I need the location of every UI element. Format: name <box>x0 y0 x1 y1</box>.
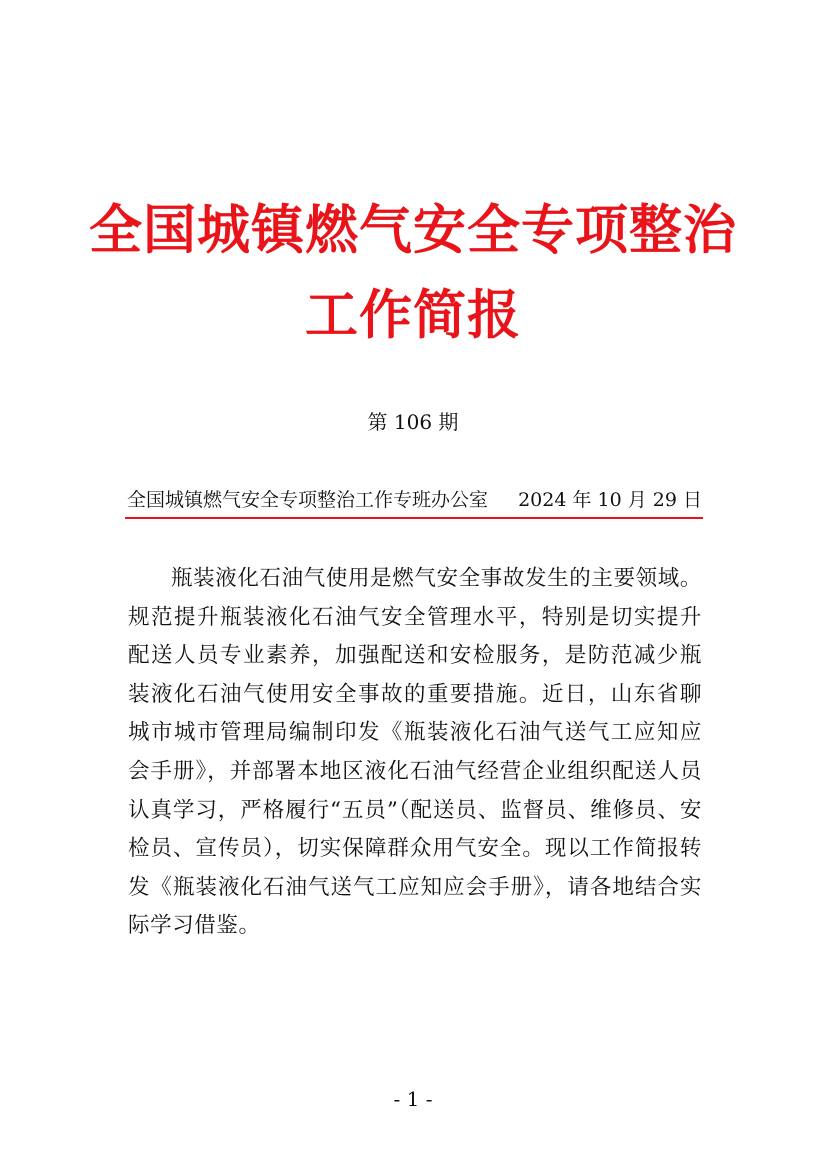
page-number: - 1 - <box>393 1087 433 1111</box>
masthead-title-line-1: 全国城镇燃气安全专项整治 <box>89 200 737 261</box>
issuer-office: 全国城镇燃气安全专项整治工作专班办公室 <box>127 489 489 511</box>
issuer-date-row <box>127 486 702 516</box>
issue-number: 第 106 期 <box>367 410 459 434</box>
body-paragraph: 瓶装液化石油气使用是燃气安全事故发生的主要领域。规范提升瓶装液化石油气安全管理水平，特别是切实提升配送人员专业素养，加强配送和安检服务，是防范减少瓶装液化石油气使用安全事故的重要措施。近日，山东省聊城市城市管理局编制印发《瓶装液化石油气送气工应知应会手册》，并部署本地区液化石油气经营企业组织配送人员认真学习，严格履行“五员”（配送员、监督员、维修员、安检员、宣传员），切实保障群众用气安全。现以工作简报转发《瓶装液化石油气送气工应知应会手册》，请各地结合实际学习借鉴。 <box>128 566 702 939</box>
red-divider-line <box>125 517 703 519</box>
masthead-title-line-2: 工作简报 <box>305 285 521 346</box>
issue-date: 2024 年 10 月 29 日 <box>518 489 702 511</box>
